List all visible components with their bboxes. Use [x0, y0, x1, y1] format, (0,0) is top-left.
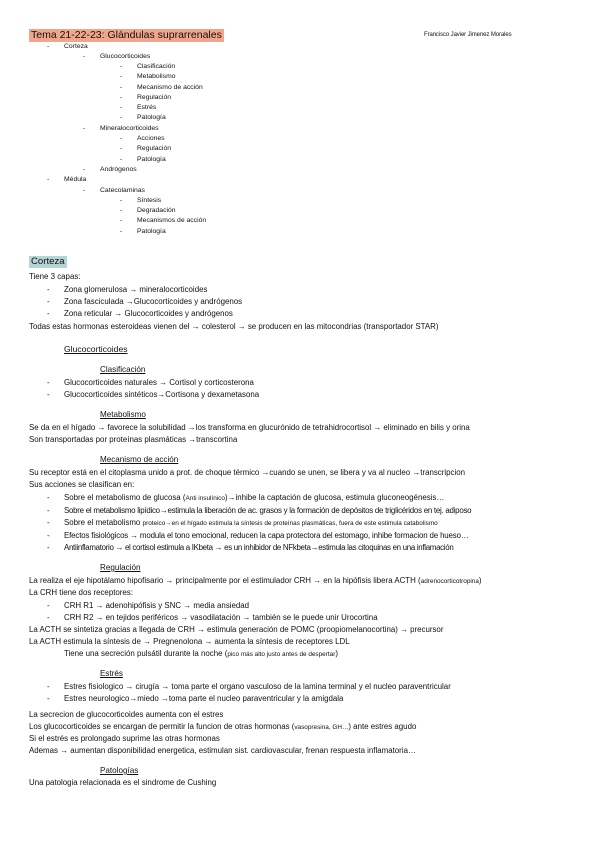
- list-item: - Zona fasciculada →Glucocorticoides y andrógenos: [64, 296, 242, 307]
- paragraph: Su receptor está en el citoplasma unido a prot. de choque térmico →cuando se unen, se libera y va al nucleo →transcripcion: [29, 468, 465, 477]
- toc-item: - Patología: [120, 114, 166, 121]
- heading-patologias: Patologías: [100, 766, 139, 775]
- toc-item: - Mecanismo de acción: [120, 84, 203, 91]
- paragraph: Todas estas hormonas esteroideas vienen del → colesterol → se producen en las mitocondrias (transportador STAR): [29, 322, 439, 331]
- list-item: - Estres neurologico→miedo →toma parte el nucleo paraventricular y la amigdala: [64, 693, 343, 704]
- list-item: - Estres fisiologico → cirugía → toma parte el organo vasculoso de la lamina terminal y el nucleo paraventricular: [64, 681, 451, 692]
- paragraph: Sus acciones se clasifican en:: [29, 480, 135, 489]
- toc-item: - Clasificación: [120, 63, 176, 70]
- list-item: - Sobre el metabolismo proteico→en el hígado estimula la síntesis de proteínas plasmáticas, fuera de este estimula catabolismo: [64, 517, 438, 529]
- paragraph: La secrecion de glucocorticoides aumenta con el estres: [29, 710, 224, 719]
- list-item: - CRH R1 → adenohipófisis y SNC → media ansiedad: [64, 600, 249, 611]
- toc-item: - Andrógenos: [83, 166, 137, 173]
- toc-item: - Regulación: [120, 94, 172, 101]
- list-item: - Efectos fisiológicos → modula el tono emocional, reducen la capa protectora del estomago, inhibe formacion de hueso…: [64, 530, 469, 541]
- list-item: - Antiinflamatorio → el cortisol estimula a IKbeta → es un inhibidor de NFkbeta→estimula las citoquinas en una inflamación: [64, 542, 453, 553]
- list-item: - CRH R2 → en tejidos periféricos → vasodilatación → también se le puede unir Urocortina: [64, 612, 378, 623]
- toc-item: - Degradación: [120, 207, 176, 214]
- paragraph: Tiene 3 capas:: [29, 272, 81, 281]
- paragraph: Se da en el hígado → favorece la solubilidad →los transforma en glucurónido de tetrahidrocortisol → eliminado en bilis y orina: [29, 423, 470, 432]
- paragraph: Tiene una secreción pulsátil durante la noche (pico más alto justo antes de despertar): [64, 649, 338, 658]
- paragraph: Ademas → aumentan disponibilidad energetica, estimulan sist. cardiovascular, frenan respuesta inflamatoria…: [29, 746, 416, 755]
- list-item: - Glucocorticoides sintéticos→Cortisona y dexametasona: [64, 389, 259, 400]
- heading-metabolismo: Metabolismo: [100, 410, 146, 419]
- subsection-heading-glucocorticoides: Glucocorticoides: [64, 344, 128, 354]
- toc-item: - Catecolaminas: [83, 187, 145, 194]
- paragraph: Son transportadas por proteínas plasmáticas →transcortina: [29, 435, 238, 444]
- toc-item: - Glucocorticoides: [83, 53, 151, 60]
- toc-item: - Corteza: [47, 43, 88, 50]
- heading-estres: Estrés: [100, 669, 123, 678]
- heading-regulacion: Regulación: [100, 563, 141, 572]
- toc-item: - Metabolismo: [120, 73, 176, 80]
- toc-item: - Médula: [47, 176, 87, 183]
- toc-item: - Acciones: [120, 135, 165, 142]
- document-title: Tema 21-22-23: Glándulas suprarrenales: [31, 29, 222, 41]
- list-item: - Zona reticular → Glucocorticoides y andrógenos: [64, 308, 233, 319]
- toc-item: - Patología: [120, 156, 166, 163]
- toc-item: - Mecanismos de acción: [120, 217, 207, 224]
- author-name: Francisco Javier Jimenez Morales: [424, 32, 512, 38]
- list-item: - Sobre el metabolismo lipídico→estimula la liberación de ac. grasos y la formación de depósitos de triglicéridos en tej. adiposo: [64, 505, 471, 516]
- toc-item: - Patología: [120, 228, 166, 235]
- paragraph: La ACTH se sintetiza gracias a llegada de CRH → estimula generación de POMC (proopiomelanocortina) → precursor: [29, 625, 444, 634]
- paragraph: Si el estrés es prolongado suprime las otras hormonas: [29, 734, 220, 743]
- paragraph: Los glucocorticoides se encargan de permitir la funcion de otras hormonas (vasopresina, GH…) ante estres agudo: [29, 722, 417, 731]
- paragraph: Una patologia relacionada es el sindrome de Cushing: [29, 778, 217, 787]
- list-item: - Glucocorticoides naturales → Cortisol y corticosterona: [64, 377, 254, 388]
- toc-item: - Síntesis: [120, 197, 162, 204]
- paragraph: La ACTH estimula la síntesis de → Pregnenolona → aumenta la síntesis de receptores LDL: [29, 637, 350, 646]
- section-heading-corteza: Corteza: [31, 256, 65, 267]
- list-item: - Zona glomerulosa → mineralocorticoides: [64, 284, 207, 295]
- toc-item: - Regulación: [120, 145, 172, 152]
- toc-item: - Estrés: [120, 104, 157, 111]
- list-item: - Sobre el metabolismo de glucosa (Anti insulínico)→inhibe la captación de glucosa, estimula gluconeogénesis…: [64, 492, 444, 504]
- paragraph: La realiza el eje hipotálamo hipofisario → principalmente por el estimulador CRH → en la hipófisis libera ACTH (adrenocorticotropina): [29, 576, 482, 585]
- toc-item: - Mineralocorticoides: [83, 125, 159, 132]
- heading-mecanismo-de-accion: Mecanismo de acción: [100, 455, 179, 464]
- paragraph: La CRH tiene dos receptores:: [29, 588, 133, 597]
- heading-clasificacion: Clasificación: [100, 365, 146, 374]
